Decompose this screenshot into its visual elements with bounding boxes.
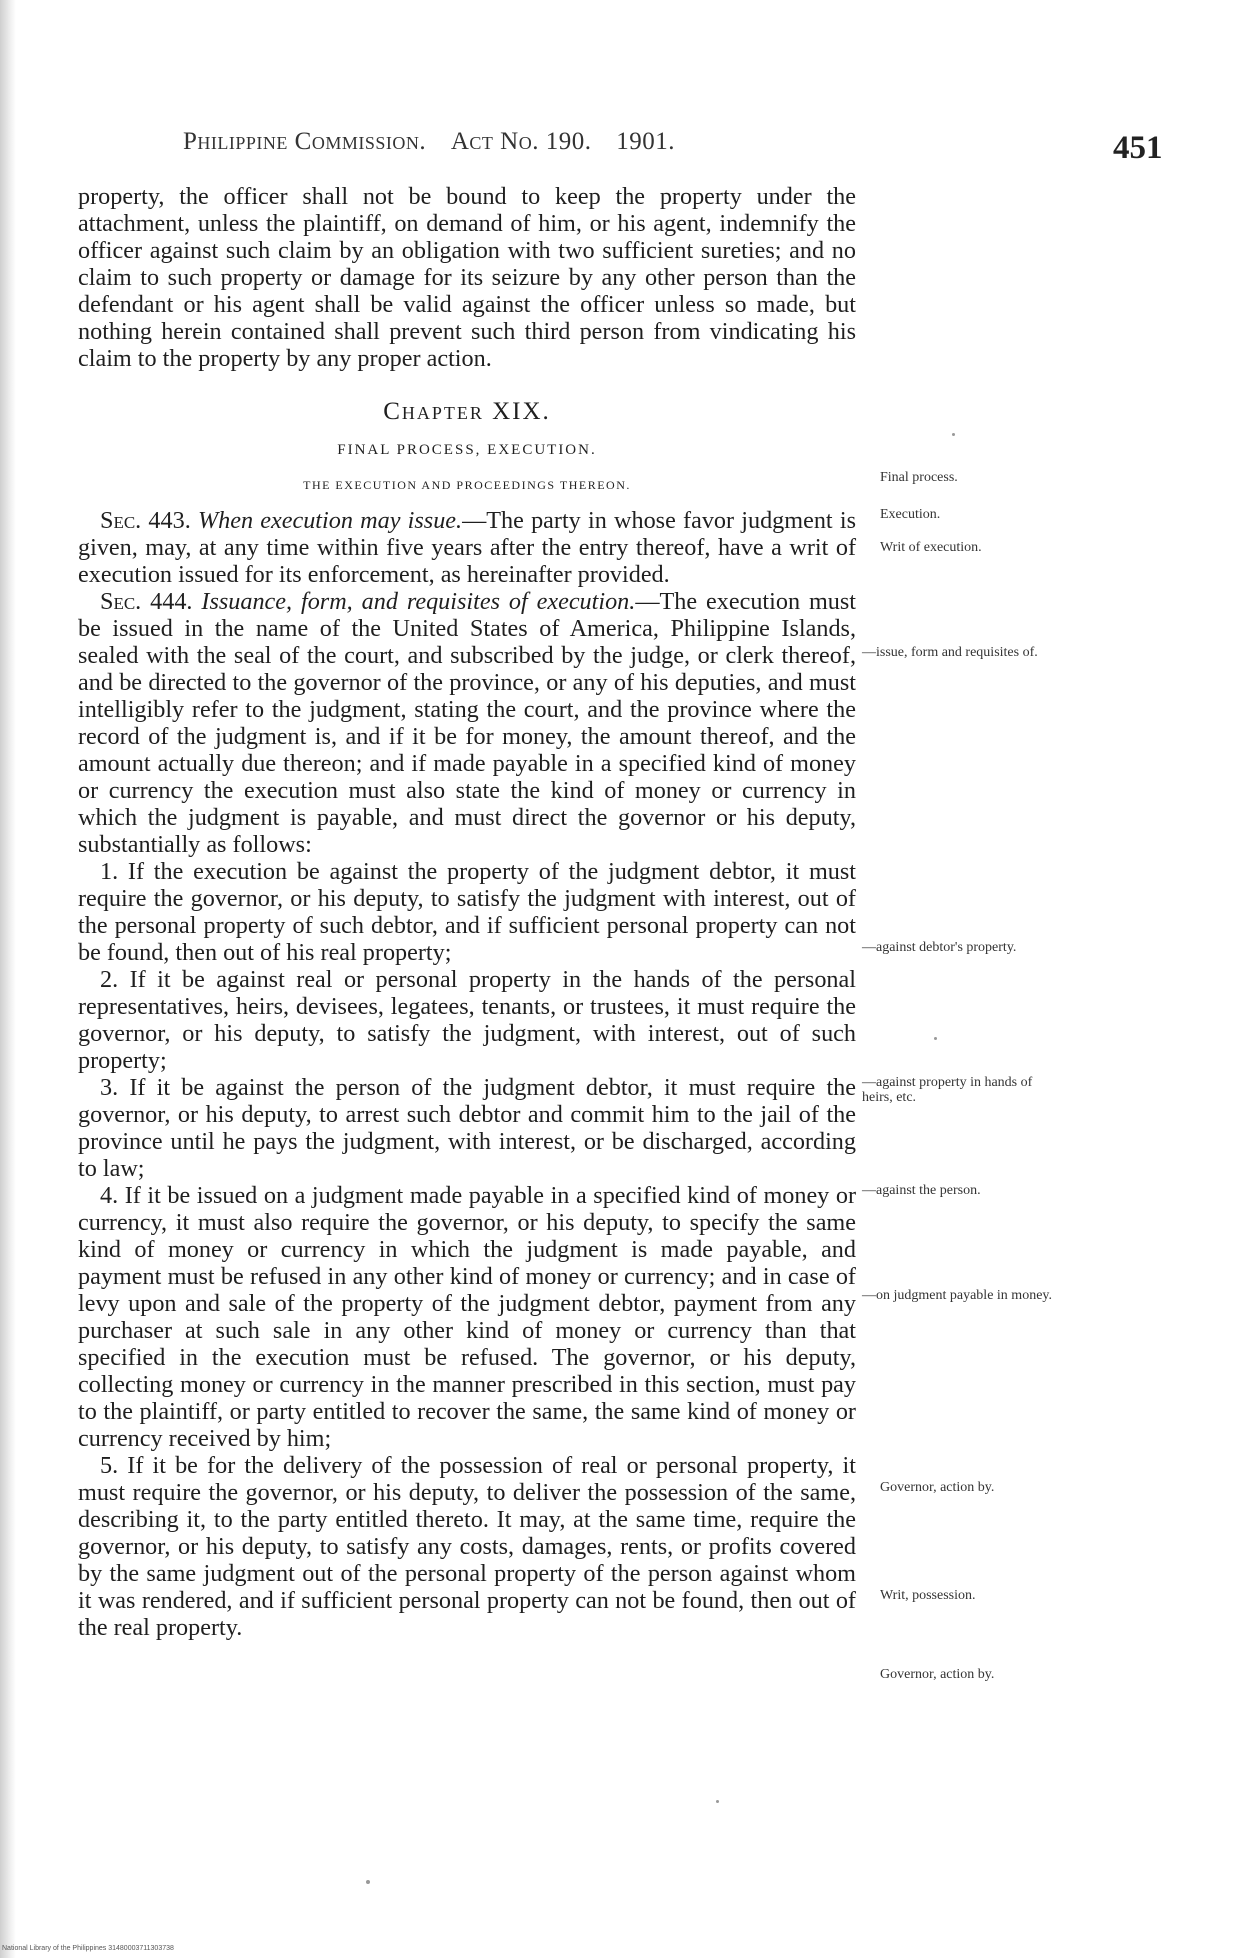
margin-note-writ-of-execution: Writ of execution. bbox=[880, 540, 982, 555]
section-444-text: —The execution must be issued in the name of the United States of America, Philippine Islands, sealed with the seal of the court, and subscribed by the judge, or clerk thereof, and be directed to the governor of the province, or any of his deputies, and must intelligibly refer to the judgment, stating the court, and the province where the record of the judgment is, and if it be for money, the amount thereof, and the amount actually due thereon; and if made payable in a specified kind of money or currency the execution must also state the kind of money or currency in which the judgment is payable, and must direct the governor or his deputy, substantially as follows: bbox=[78, 588, 857, 858]
scan-speck bbox=[716, 1800, 719, 1803]
section-443 bbox=[78, 507, 856, 588]
header-year: 1901. bbox=[616, 128, 675, 155]
subheading-final-process: FINAL PROCESS, EXECUTION. bbox=[337, 442, 597, 458]
header-commission: Philippine Commission. bbox=[183, 128, 427, 155]
section-443-heading: When execution may issue. bbox=[197, 507, 463, 534]
list-item-4: 4. If it be issued on a judgment made payable in a specified kind of money or currency, it must also require the governor, or his deputy, to specify the same kind of money or currency in which the judgment is made payable, and payment must be refused in any other kind of money or currency; and in case of levy upon and sale of the property of the judgment debtor, payment from any purchaser at such sale in any other kind of money or currency than that specified in the execution must be refused. The governor, or his deputy, collecting money or currency in the manner prescribed in this section, must pay to the plaintiff, or party entitled to recover the same, the same kind of money or currency received by him; bbox=[78, 1182, 856, 1452]
opening-paragraph: property, the officer shall not be bound to keep the property under the attachment, unless the plaintiff, on demand of him, or his agent, indemnify the officer against such claim by an obligation with two sufficient sureties; and no claim to such property or damage for its seizure by any other person than the defendant or his agent shall be valid against the officer unless so made, but nothing herein contained shall prevent such third person from vindicating his claim to the property by any proper action. bbox=[78, 183, 856, 372]
margin-note-governor-action-1: Governor, action by. bbox=[880, 1480, 995, 1495]
scan-gutter-shadow bbox=[0, 0, 16, 1958]
section-443-text: —The party in whose favor judgment is given, may, at any time within five years after the entry thereof, have a writ of execution issued for its enforcement, as hereinafter provided. bbox=[78, 507, 856, 588]
margin-note-final-process: Final process. bbox=[880, 470, 958, 485]
page-number: 451 bbox=[1113, 130, 1163, 166]
section-444-heading: Issuance, form, and requisites of execution. bbox=[201, 588, 636, 615]
running-header bbox=[183, 128, 723, 168]
subheading-execution-proceedings: THE EXECUTION AND PROCEEDINGS THEREON. bbox=[303, 478, 631, 492]
margin-note-issue-form: —issue, form and requisites of. bbox=[862, 645, 1038, 660]
margin-note-execution: Execution. bbox=[880, 507, 941, 522]
margin-note-against-property-heirs: —against property in hands of heirs, etc. bbox=[862, 1075, 1033, 1105]
scan-speck bbox=[934, 1037, 937, 1040]
section-444-number: Sec. 444. bbox=[100, 588, 193, 615]
margin-note-on-judgment-money: —on judgment payable in money. bbox=[862, 1288, 1052, 1303]
section-444 bbox=[78, 588, 856, 858]
chapter-title: Chapter XIX. bbox=[383, 398, 551, 425]
list-item-1: 1. If the execution be against the property of the judgment debtor, it must require the governor, or his deputy, to satisfy the judgment with interest, out of the personal property of such debtor, and if sufficient personal property can not be found, then out of his real property; bbox=[78, 858, 856, 966]
list-item-2: 2. If it be against real or personal property in the hands of the personal representatives, heirs, devisees, legatees, tenants, or trustees, it must require the governor, or his deputy, to satisfy the judgment, with interest, out of such property; bbox=[78, 966, 856, 1074]
body-text-column bbox=[78, 183, 856, 1641]
list-item-5: 5. If it be for the delivery of the possession of real or personal property, it must require the governor, or his deputy, to deliver the possession of the same, describing it, to the party entitled thereto. It may, at the same time, require the governor, or his deputy, to satisfy any costs, damages, rents, or profits covered by the same judgment out of the personal property of the person against whom it was rendered, and if sufficient personal property can not be found, then out of the real property. bbox=[78, 1452, 856, 1641]
scan-speck bbox=[366, 1880, 370, 1884]
header-act: Act No. 190. bbox=[450, 128, 592, 155]
margin-note-against-person: —against the person. bbox=[862, 1183, 981, 1198]
margin-note-writ-possession: Writ, possession. bbox=[880, 1588, 976, 1603]
section-443-number: Sec. 443. bbox=[100, 507, 191, 534]
scan-speck bbox=[952, 433, 955, 436]
library-stamp: National Library of the Philippines 31480003711303738 bbox=[2, 1945, 174, 1952]
list-item-3: 3. If it be against the person of the judgment debtor, it must require the governor, or his deputy, to arrest such debtor and commit him to the jail of the province until he pays the judgment, with interest, or be discharged, according to law; bbox=[78, 1074, 856, 1182]
margin-note-against-debtors-property: —against debtor's property. bbox=[862, 940, 1017, 955]
margin-note-governor-action-2: Governor, action by. bbox=[880, 1667, 995, 1682]
